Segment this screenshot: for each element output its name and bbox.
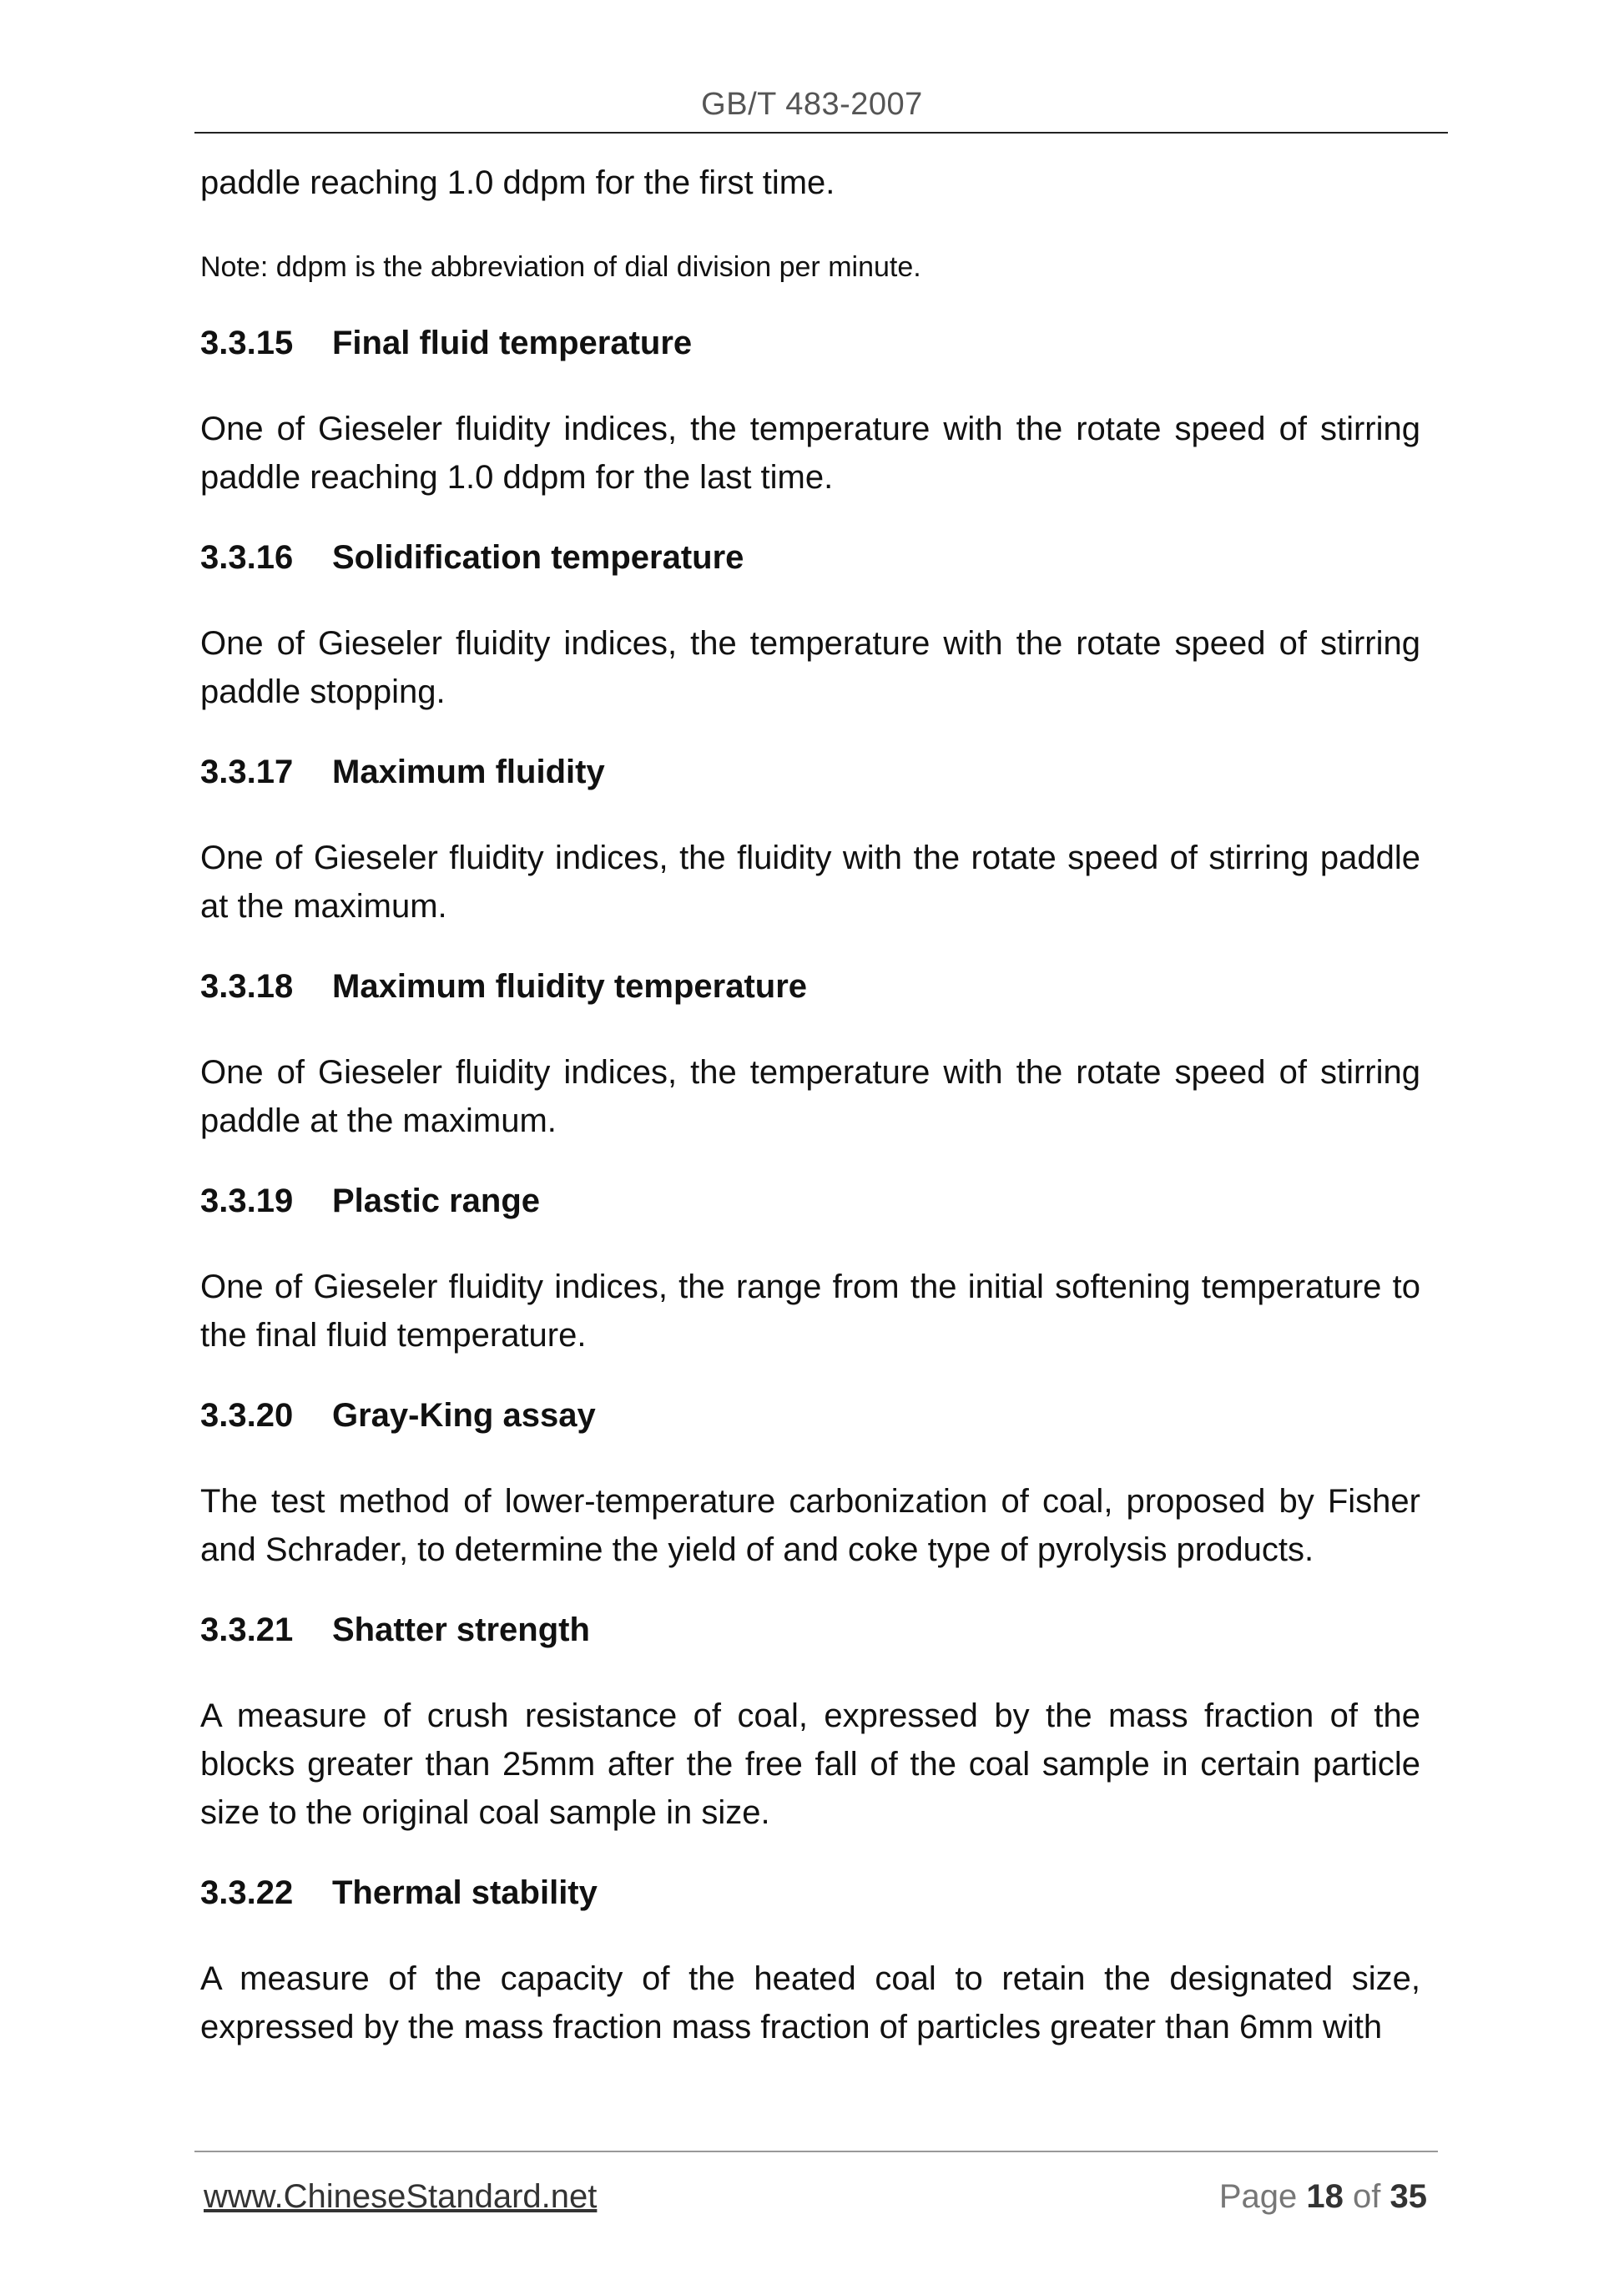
term-number: 3.3.19 xyxy=(200,1183,294,1219)
term-section-3-3-19 xyxy=(200,1177,1420,1359)
current-page-number: 18 xyxy=(1306,2178,1344,2215)
term-definition: The test method of lower-temperature carbonization of coal, proposed by Fisher and Schrader, to determine the yield of and coke type of pyrolysis products. xyxy=(200,1483,1420,1568)
page-indicator xyxy=(1210,2178,1427,2216)
continuation-text: paddle reaching 1.0 ddpm for the first time. xyxy=(200,164,835,201)
footer-divider xyxy=(194,2151,1438,2152)
term-definition: One of Gieseler fluidity indices, the temperature with the rotate speed of stirring paddle reaching 1.0 ddpm for the last time. xyxy=(200,411,1420,496)
page-of-label: of xyxy=(1353,2178,1381,2215)
term-section-3-3-17 xyxy=(200,748,1420,931)
term-definition: One of Gieseler fluidity indices, the range from the initial softening temperature to the final fluid temperature. xyxy=(200,1269,1420,1354)
term-title: Final fluid temperature xyxy=(332,325,693,361)
term-number: 3.3.20 xyxy=(200,1397,294,1434)
term-definition: One of Gieseler fluidity indices, the temperature with the rotate speed of stirring paddle stopping. xyxy=(200,625,1420,710)
term-heading xyxy=(200,533,1420,582)
term-heading xyxy=(200,962,1420,1011)
term-heading xyxy=(200,748,1420,796)
term-title: Maximum fluidity xyxy=(332,754,605,790)
term-number: 3.3.15 xyxy=(200,325,294,361)
term-heading xyxy=(200,1606,1420,1654)
term-number: 3.3.22 xyxy=(200,1874,294,1911)
term-title: Maximum fluidity temperature xyxy=(332,968,808,1005)
term-heading xyxy=(200,1869,1420,1917)
term-section-3-3-22 xyxy=(200,1869,1420,2051)
term-section-3-3-15 xyxy=(200,319,1420,502)
term-definition: One of Gieseler fluidity indices, the fluidity with the rotate speed of stirring paddle at the maximum. xyxy=(200,840,1420,925)
term-heading xyxy=(200,1391,1420,1440)
abbreviation-note: Note: ddpm is the abbreviation of dial division per minute. xyxy=(200,251,921,283)
term-title: Gray-King assay xyxy=(332,1397,596,1434)
term-number: 3.3.16 xyxy=(200,539,294,576)
term-definition: A measure of the capacity of the heated coal to retain the designated size, expressed by the mass fraction mass fraction of particles greater than 6mm with xyxy=(200,1960,1420,2045)
term-section-3-3-20 xyxy=(200,1391,1420,1574)
page-body xyxy=(200,159,1420,2051)
term-number: 3.3.21 xyxy=(200,1612,294,1648)
term-section-3-3-18 xyxy=(200,962,1420,1145)
page-label: Page xyxy=(1218,2178,1298,2215)
term-title: Plastic range xyxy=(332,1183,541,1219)
term-title: Solidification temperature xyxy=(332,539,744,576)
term-number: 3.3.18 xyxy=(200,968,294,1005)
term-definition: A measure of crush resistance of coal, expressed by the mass fraction of the blocks greater than 25mm after the free fall of the coal sample in certain particle size to the original coal sample in size. xyxy=(200,1697,1420,1831)
term-section-3-3-16 xyxy=(200,533,1420,716)
term-title: Thermal stability xyxy=(332,1874,598,1911)
term-heading xyxy=(200,1177,1420,1225)
website-link[interactable]: www.ChineseStandard.net xyxy=(204,2178,598,2215)
term-number: 3.3.17 xyxy=(200,754,294,790)
term-heading xyxy=(200,319,1420,367)
total-pages-number: 35 xyxy=(1389,2178,1427,2215)
document-header-id: GB/T 483-2007 xyxy=(701,87,923,122)
term-title: Shatter strength xyxy=(332,1612,590,1648)
term-section-3-3-21 xyxy=(200,1606,1420,1837)
header-divider xyxy=(194,132,1448,134)
term-definition: One of Gieseler fluidity indices, the temperature with the rotate speed of stirring paddle at the maximum. xyxy=(200,1054,1420,1139)
